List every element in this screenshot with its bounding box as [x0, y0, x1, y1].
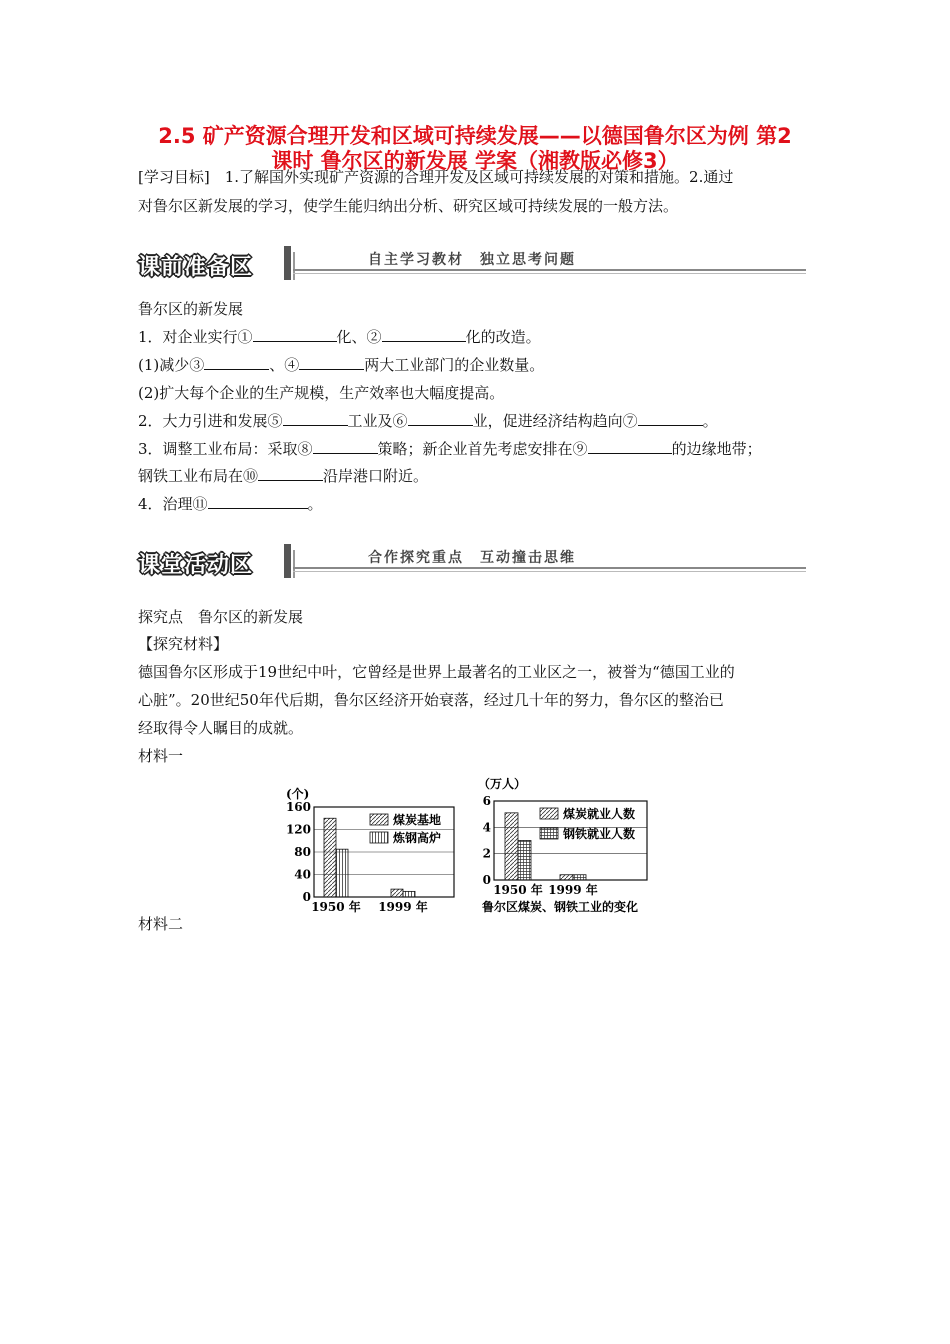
chart-coal-steel-employment [474, 774, 664, 916]
blank-3[interactable] [204, 355, 269, 370]
blank-11[interactable] [208, 494, 308, 509]
banner-divider-thin [293, 550, 295, 578]
blank-9[interactable] [588, 439, 672, 454]
x-tick-label: 1950 年 [311, 900, 361, 914]
intro-line-2: 心脏”。20世纪50年代后期，鲁尔区经济开始衰落，经过几十年的努力，鲁尔区的整治已 [138, 691, 724, 709]
title-line-1: 2.5 矿产资源合理开发和区域可持续发展——以德国鲁尔区为例 第2 [158, 124, 792, 148]
section-banner-prep [138, 246, 806, 282]
chart-caption: 鲁尔区煤炭、钢铁工业的变化 [482, 900, 639, 914]
bar-钢铁就业人数-1950 年 [518, 841, 531, 881]
banner-subtitle: 自主学习教材 独立思考问题 [368, 252, 576, 268]
blank-4[interactable] [299, 355, 364, 370]
bar-煤炭基地-1950 年 [324, 818, 336, 897]
y-axis-label: （万人） [478, 777, 527, 791]
prep-heading: 鲁尔区的新发展 [138, 300, 244, 318]
banner-divider-thin [293, 252, 295, 280]
text: 工业及⑥ [347, 412, 408, 430]
blank-2[interactable] [382, 327, 466, 342]
text: 两大工业部门的企业数量。 [364, 356, 545, 374]
banner-title: 课堂活动区 [138, 553, 254, 578]
text: 策略；新企业首先考虑安排在⑨ [377, 440, 588, 458]
text: 业，促进经济结构趋向⑦ [472, 412, 638, 430]
legend-swatch [540, 808, 558, 819]
objectives-line-1: [学习目标] 1.了解国外实现矿产资源的合理开发及区域可持续发展的对策和措施。2.通过 [138, 168, 734, 186]
bar-煤炭基地-1999 年 [391, 889, 403, 897]
text: 2．大力引进和发展⑤ [138, 412, 283, 430]
legend-label: 煤炭基地 [393, 813, 442, 827]
banner-rule-thin [293, 273, 806, 274]
blank-5[interactable] [283, 411, 348, 426]
legend-label: 钢铁就业人数 [563, 827, 636, 841]
y-tick-label: 0 [302, 890, 311, 904]
y-tick-label: 40 [294, 867, 311, 882]
blank-10[interactable] [258, 466, 323, 481]
y-tick-label: 120 [285, 822, 311, 837]
banner-divider [284, 246, 291, 280]
text: 。 [307, 495, 323, 513]
section-banner-activity [138, 544, 806, 580]
text: 化、② [336, 328, 382, 346]
material-one-label: 材料一 [138, 747, 184, 765]
material-heading: 【探究材料】 [138, 635, 229, 653]
blank-1[interactable] [253, 327, 337, 342]
text: 1．对企业实行① [138, 328, 253, 346]
text: 4．治理⑪ [138, 495, 208, 513]
banner-divider [284, 544, 291, 578]
text: 。 [702, 412, 718, 430]
intro-line-3: 经取得令人瞩目的成就。 [138, 719, 304, 737]
bar-煤炭就业人数-1950 年 [505, 813, 518, 880]
legend-label: 煤炭就业人数 [563, 807, 636, 821]
chart-coal-steel-bases [284, 784, 464, 916]
blank-8[interactable] [313, 439, 378, 454]
intro-line-1: 德国鲁尔区形成于19世纪中叶，它曾经是世界上最著名的工业区之一，被誉为“德国工业的 [138, 663, 735, 681]
legend-swatch [370, 814, 388, 825]
y-tick-label: 4 [482, 820, 491, 835]
prep-item-1 [138, 327, 541, 347]
banner-rule [293, 567, 806, 569]
text: 钢铁工业布局在⑩ [138, 467, 259, 485]
y-tick-label: 80 [294, 845, 311, 859]
prep-item-2 [138, 411, 718, 431]
legend-swatch [370, 832, 388, 843]
text: 3．调整工业布局：采取⑧ [138, 440, 313, 458]
blank-7[interactable] [638, 411, 703, 426]
bar-炼钢高炉-1999 年 [403, 891, 415, 897]
y-tick-label: 160 [285, 800, 311, 814]
text: 、④ [269, 356, 300, 374]
blank-6[interactable] [408, 411, 473, 426]
bar-钢铁就业人数-1999 年 [573, 875, 586, 880]
y-tick-label: 2 [482, 846, 491, 861]
text: 沿岸港口附近。 [323, 467, 429, 485]
banner-title: 课前准备区 [138, 255, 254, 280]
explore-point: 探究点 鲁尔区的新发展 [138, 608, 304, 626]
prep-item-3 [138, 439, 762, 459]
prep-item-1-1 [138, 355, 544, 375]
text: 化的改造。 [465, 328, 541, 346]
x-tick-label: 1999 年 [378, 900, 428, 914]
legend-label: 炼钢高炉 [393, 831, 442, 845]
objectives-line-2: 对鲁尔区新发展的学习，使学生能归纳出分析、研究区域可持续发展的一般方法。 [138, 197, 679, 215]
x-tick-label: 1950 年 [493, 883, 543, 897]
y-tick-label: 0 [482, 873, 491, 887]
prep-item-3-cont [138, 466, 428, 486]
x-tick-label: 1999 年 [548, 883, 598, 897]
bar-煤炭就业人数-1999 年 [560, 875, 573, 880]
prep-item-4 [138, 494, 323, 514]
legend-swatch [540, 828, 558, 839]
y-tick-label: 6 [482, 794, 491, 808]
banner-rule [293, 269, 806, 271]
text: 的边缘地带； [671, 440, 762, 458]
prep-item-1-2: (2)扩大每个企业的生产规模，生产效率也大幅度提高。 [138, 384, 505, 402]
banner-rule-thin [293, 571, 806, 572]
y-axis-label: (个) [286, 787, 310, 801]
title-line-2: 课时 鲁尔区的新发展 学案（湘教版必修3） [271, 149, 679, 173]
banner-subtitle: 合作探究重点 互动撞击思维 [368, 550, 576, 566]
text: (1)减少③ [138, 356, 205, 374]
material-two-label: 材料二 [138, 915, 184, 933]
bar-炼钢高炉-1950 年 [336, 849, 348, 897]
